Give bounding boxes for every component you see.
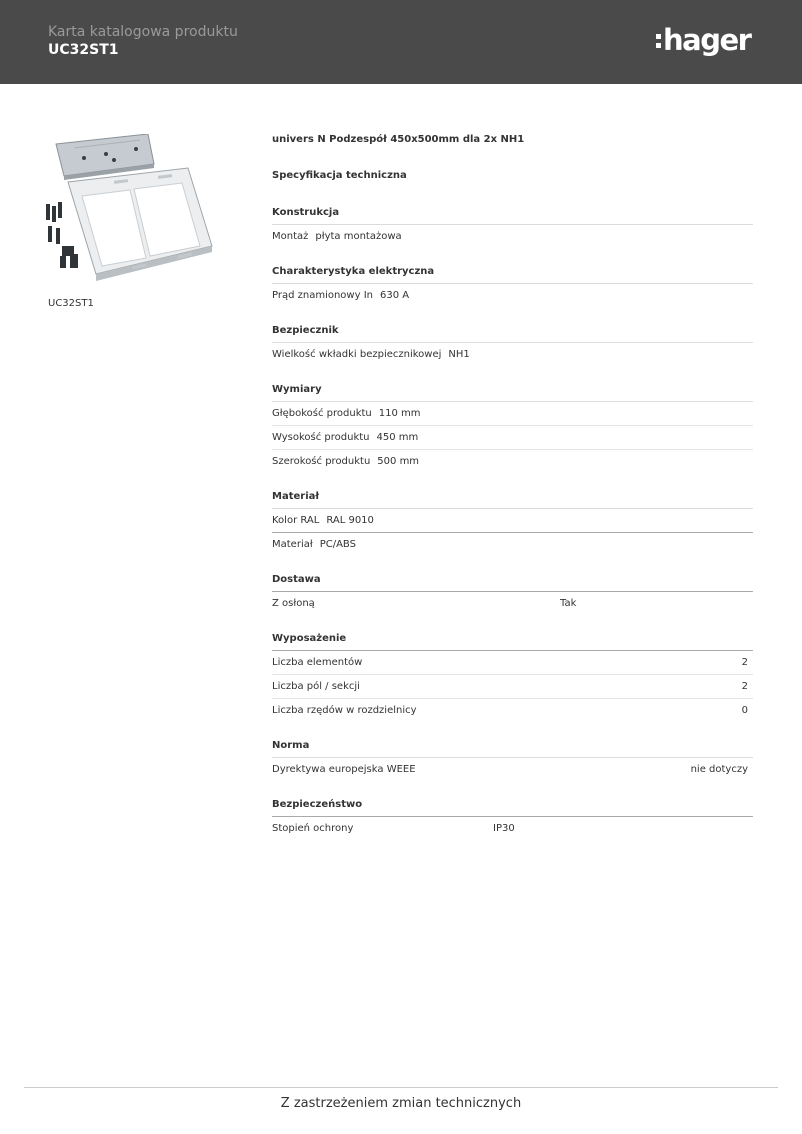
footer-divider	[24, 1087, 778, 1088]
spec-label: Głębokość produktu	[272, 408, 372, 419]
page-header	[0, 0, 802, 84]
section-title-wyposazenie: Wyposażenie	[272, 628, 753, 651]
spec-value: IP30	[493, 823, 515, 834]
spec-row	[272, 509, 753, 533]
spec-label: Kolor RAL	[272, 515, 320, 526]
spec-row	[272, 699, 753, 722]
spec-label: Z osłoną	[272, 598, 315, 609]
spec-label: Montaż	[272, 231, 309, 242]
spec-value: 2	[741, 681, 748, 692]
spec-row	[272, 343, 753, 366]
header-product-code: UC32ST1	[48, 42, 119, 58]
spec-value: PC/ABS	[319, 539, 356, 550]
section-title-konstrukcja: Konstrukcja	[272, 202, 753, 225]
spec-value: NH1	[448, 349, 470, 360]
spec-value: 450 mm	[376, 432, 419, 443]
section-title-wymiary: Wymiary	[272, 379, 753, 402]
spec-row	[272, 758, 753, 781]
spec-value: RAL 9010	[326, 515, 374, 526]
spec-value: 500 mm	[377, 456, 420, 467]
spec-label: Wysokość produktu	[272, 432, 370, 443]
footer-disclaimer: Z zastrzeżeniem zmian technicznych	[280, 1096, 522, 1111]
product-name: univers N Podzespół 450x500mm dla 2x NH1	[272, 134, 525, 145]
section-title-bezpieczenstwo: Bezpieczeństwo	[272, 794, 753, 817]
spec-row	[272, 533, 753, 556]
spec-label: Liczba rzędów w rozdzielnicy	[272, 705, 417, 716]
spec-label: Liczba elementów	[272, 657, 363, 668]
spec-value: płyta montażowa	[315, 231, 402, 242]
spec-label: Liczba pól / sekcji	[272, 681, 360, 692]
header-subtitle: Karta katalogowa produktu	[48, 24, 238, 40]
spec-row	[272, 402, 753, 426]
section-title-norma: Norma	[272, 735, 753, 758]
image-caption: UC32ST1	[48, 298, 94, 309]
spec-value: Tak	[560, 598, 577, 609]
spec-row	[272, 651, 753, 675]
spec-label: Materiał	[272, 539, 313, 550]
section-title-bezpiecznik: Bezpiecznik	[272, 320, 753, 343]
spec-content	[272, 132, 753, 840]
spec-value: 630 A	[380, 290, 410, 301]
spec-row	[272, 284, 753, 307]
spec-row	[272, 450, 753, 473]
spec-value: 0	[741, 705, 748, 716]
spec-row	[272, 675, 753, 699]
logo-dots-icon	[656, 34, 661, 48]
hager-logo	[656, 20, 750, 60]
logo-text: hager	[663, 23, 751, 57]
spec-value: 2	[741, 657, 748, 668]
spec-label: Prąd znamionowy In	[272, 290, 373, 301]
spec-label: Szerokość produktu	[272, 456, 371, 467]
product-image	[44, 134, 216, 286]
spec-row	[272, 225, 753, 248]
spec-value: nie dotyczy	[690, 764, 748, 775]
spec-label: Wielkość wkładki bezpiecznikowej	[272, 349, 442, 360]
spec-row	[272, 592, 753, 615]
spec-label: Stopień ochrony	[272, 823, 354, 834]
spec-heading: Specyfikacja techniczna	[272, 170, 407, 181]
section-title-elektryczna: Charakterystyka elektryczna	[272, 261, 753, 284]
spec-value: 110 mm	[378, 408, 421, 419]
spec-row	[272, 817, 753, 840]
spec-label: Dyrektywa europejska WEEE	[272, 764, 416, 775]
spec-row	[272, 426, 753, 450]
section-title-material: Materiał	[272, 486, 753, 509]
section-title-dostawa: Dostawa	[272, 569, 753, 592]
